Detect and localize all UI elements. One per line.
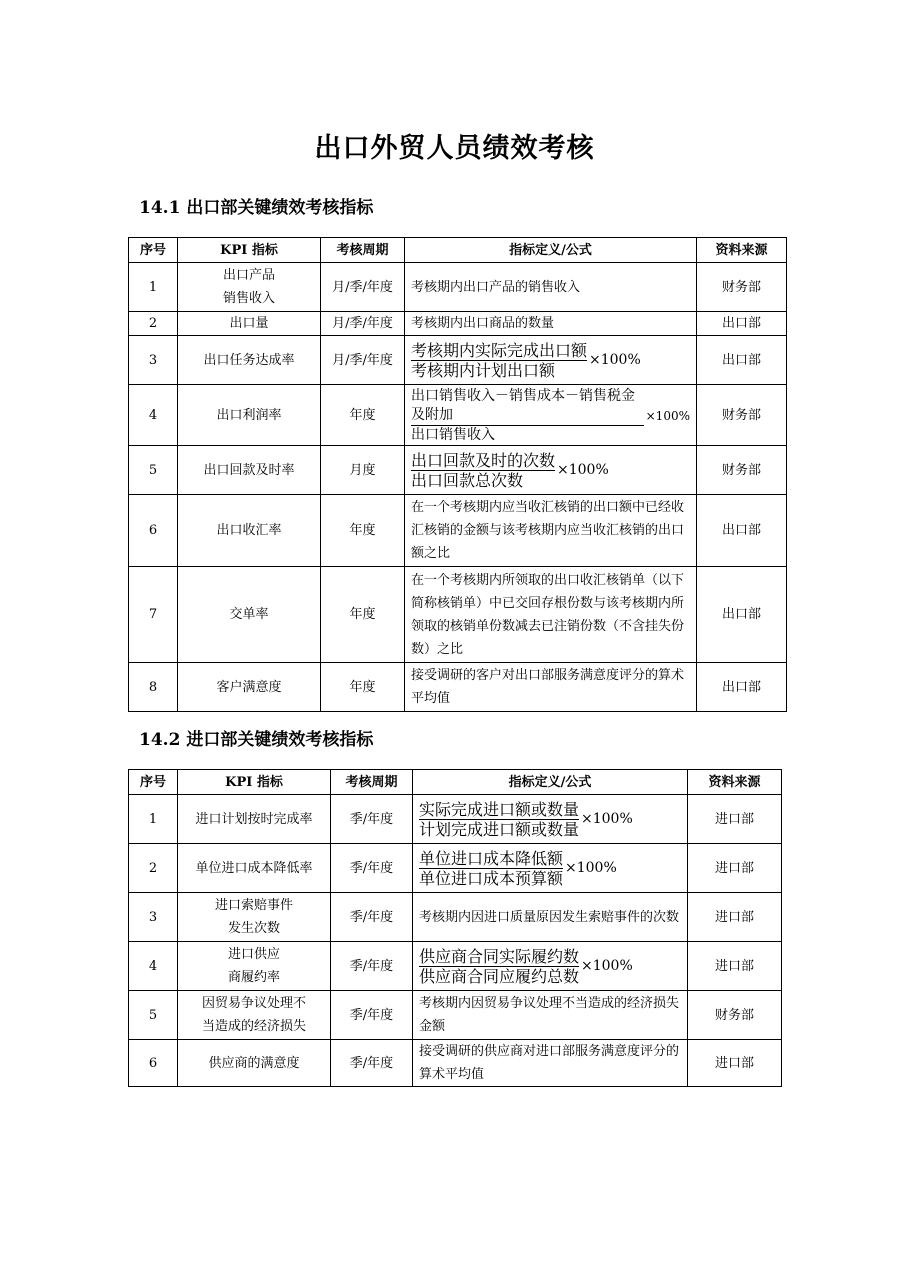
row-definition: 考核期内因贸易争议处理不当造成的经济损失金额 bbox=[413, 991, 688, 1040]
formula-multiplier: ×100% bbox=[645, 408, 690, 423]
page-title: 出口外贸人员绩效考核 bbox=[314, 133, 595, 164]
table-row bbox=[129, 795, 782, 844]
table-row bbox=[129, 893, 782, 942]
col-header-cycle: 考核周期 bbox=[331, 770, 413, 795]
row-no: 8 bbox=[129, 663, 178, 712]
row-source: 进口部 bbox=[688, 795, 782, 844]
kpi-line: 销售收入 bbox=[222, 291, 275, 306]
row-no: 6 bbox=[129, 1040, 178, 1087]
row-cycle: 月/季/年度 bbox=[321, 263, 405, 312]
row-definition: 接受调研的客户对出口部服务满意度评分的算术平均值 bbox=[405, 663, 697, 712]
col-header-cycle: 考核周期 bbox=[321, 238, 405, 263]
row-no: 5 bbox=[129, 446, 178, 495]
import-kpi-table bbox=[128, 769, 782, 1087]
kpi-line: 发生次数 bbox=[227, 921, 280, 936]
row-no: 2 bbox=[129, 312, 178, 336]
row-cycle: 季/年度 bbox=[331, 893, 413, 942]
formula-denominator: 出口销售收入 bbox=[411, 427, 495, 443]
row-cycle: 年度 bbox=[321, 495, 405, 567]
formula-fraction bbox=[419, 849, 617, 888]
row-no: 1 bbox=[129, 795, 178, 844]
formula-denominator: 单位进口成本预算额 bbox=[419, 868, 564, 888]
row-cycle: 月/季/年度 bbox=[321, 336, 405, 385]
table-header-row bbox=[129, 238, 787, 263]
row-kpi: 出口量 bbox=[178, 312, 321, 336]
row-kpi: 出口收汇率 bbox=[178, 495, 321, 567]
formula-multiplier: ×100% bbox=[581, 810, 633, 827]
row-cycle: 年度 bbox=[321, 567, 405, 663]
kpi-line: 出口产品 bbox=[222, 268, 275, 283]
row-definition: 考核期内出口产品的销售收入 bbox=[405, 263, 697, 312]
row-source: 出口部 bbox=[697, 567, 787, 663]
row-cycle: 季/年度 bbox=[331, 991, 413, 1040]
row-definition: 在一个考核期内应当收汇核销的出口额中已经收汇核销的金额与该考核期内应当收汇核销的出口额之比 bbox=[405, 495, 697, 567]
row-source: 进口部 bbox=[688, 893, 782, 942]
formula-multiplier: ×100% bbox=[557, 461, 609, 478]
row-kpi bbox=[178, 991, 331, 1040]
formula-numerator: 实际完成进口额或数量 bbox=[419, 799, 580, 819]
kpi-line: 当造成的经济损失 bbox=[201, 1019, 306, 1034]
row-source: 财务部 bbox=[697, 385, 787, 446]
table-row bbox=[129, 942, 782, 991]
col-header-source: 资料来源 bbox=[697, 238, 787, 263]
row-kpi: 单位进口成本降低率 bbox=[178, 844, 331, 893]
formula-fraction bbox=[419, 800, 633, 839]
row-kpi: 出口回款及时率 bbox=[178, 446, 321, 495]
col-header-kpi: KPI 指标 bbox=[178, 770, 331, 795]
table-header-row bbox=[129, 770, 782, 795]
row-definition: 考核期内因进口质量原因发生索赔事件的次数 bbox=[413, 893, 688, 942]
row-no: 1 bbox=[129, 263, 178, 312]
kpi-line: 因贸易争议处理不 bbox=[201, 996, 306, 1011]
row-cycle: 季/年度 bbox=[331, 942, 413, 991]
formula-fraction bbox=[411, 341, 641, 380]
formula-numerator: 考核期内实际完成出口额 bbox=[411, 340, 588, 360]
row-source: 进口部 bbox=[688, 844, 782, 893]
formula-denominator: 考核期内计划出口额 bbox=[411, 360, 556, 380]
col-header-no: 序号 bbox=[129, 238, 178, 263]
row-cycle: 月/季/年度 bbox=[321, 312, 405, 336]
kpi-line: 进口供应 bbox=[227, 947, 280, 962]
row-cycle: 季/年度 bbox=[331, 795, 413, 844]
row-kpi: 进口计划按时完成率 bbox=[178, 795, 331, 844]
table-row bbox=[129, 1040, 782, 1087]
table-row bbox=[129, 385, 787, 446]
formula-fraction bbox=[411, 387, 690, 445]
row-kpi bbox=[178, 942, 331, 991]
formula-fraction bbox=[411, 451, 609, 490]
row-formula bbox=[413, 844, 688, 893]
row-source: 财务部 bbox=[697, 263, 787, 312]
row-no: 4 bbox=[129, 385, 178, 446]
row-formula bbox=[405, 336, 697, 385]
row-kpi: 出口任务达成率 bbox=[178, 336, 321, 385]
row-definition: 接受调研的供应商对进口部服务满意度评分的算术平均值 bbox=[413, 1040, 688, 1087]
row-kpi: 供应商的满意度 bbox=[178, 1040, 331, 1087]
col-header-definition: 指标定义/公式 bbox=[405, 238, 697, 263]
row-source: 出口部 bbox=[697, 663, 787, 712]
row-source: 出口部 bbox=[697, 312, 787, 336]
row-formula bbox=[405, 446, 697, 495]
section-heading-export: 14.1 出口部关键绩效考核指标 bbox=[139, 198, 374, 218]
row-no: 5 bbox=[129, 991, 178, 1040]
row-no: 7 bbox=[129, 567, 178, 663]
row-no: 6 bbox=[129, 495, 178, 567]
row-formula bbox=[405, 385, 697, 446]
row-source: 进口部 bbox=[688, 1040, 782, 1087]
col-header-kpi: KPI 指标 bbox=[178, 238, 321, 263]
row-cycle: 年度 bbox=[321, 663, 405, 712]
row-definition: 考核期内出口商品的数量 bbox=[405, 312, 697, 336]
formula-denominator: 出口回款总次数 bbox=[411, 470, 524, 490]
table-row bbox=[129, 446, 787, 495]
formula-denominator: 计划完成进口额或数量 bbox=[419, 819, 580, 839]
formula-denominator: 供应商合同应履约总数 bbox=[419, 966, 580, 986]
row-kpi bbox=[178, 893, 331, 942]
formula-numerator: 出口销售收入－销售成本－销售税金及附加 bbox=[411, 387, 644, 426]
row-cycle: 年度 bbox=[321, 385, 405, 446]
kpi-line: 商履约率 bbox=[227, 970, 280, 985]
row-formula bbox=[413, 795, 688, 844]
row-source: 财务部 bbox=[697, 446, 787, 495]
col-header-no: 序号 bbox=[129, 770, 178, 795]
row-source: 财务部 bbox=[688, 991, 782, 1040]
table-row bbox=[129, 567, 787, 663]
row-no: 4 bbox=[129, 942, 178, 991]
table-row bbox=[129, 844, 782, 893]
col-header-definition: 指标定义/公式 bbox=[413, 770, 688, 795]
row-source: 出口部 bbox=[697, 495, 787, 567]
table-row bbox=[129, 663, 787, 712]
export-kpi-table bbox=[128, 237, 787, 712]
formula-multiplier: ×100% bbox=[581, 957, 633, 974]
row-cycle: 季/年度 bbox=[331, 1040, 413, 1087]
formula-numerator: 出口回款及时的次数 bbox=[411, 450, 556, 470]
table-row bbox=[129, 263, 787, 312]
formula-multiplier: ×100% bbox=[589, 351, 641, 368]
row-source: 进口部 bbox=[688, 942, 782, 991]
row-no: 3 bbox=[129, 893, 178, 942]
formula-multiplier: ×100% bbox=[565, 859, 617, 876]
table-row bbox=[129, 991, 782, 1040]
row-cycle: 月度 bbox=[321, 446, 405, 495]
row-no: 3 bbox=[129, 336, 178, 385]
row-formula bbox=[413, 942, 688, 991]
row-kpi bbox=[178, 263, 321, 312]
row-definition: 在一个考核期内所领取的出口收汇核销单（以下简称核销单）中已交回存根份数与该考核期内所领取的核销单份数减去已注销份数（不含挂失份数）之比 bbox=[405, 567, 697, 663]
table-row bbox=[129, 336, 787, 385]
section-heading-import: 14.2 进口部关键绩效考核指标 bbox=[139, 730, 374, 750]
row-cycle: 季/年度 bbox=[331, 844, 413, 893]
formula-numerator: 单位进口成本降低额 bbox=[419, 848, 564, 868]
row-no: 2 bbox=[129, 844, 178, 893]
row-kpi: 交单率 bbox=[178, 567, 321, 663]
col-header-source: 资料来源 bbox=[688, 770, 782, 795]
row-source: 出口部 bbox=[697, 336, 787, 385]
row-kpi: 客户满意度 bbox=[178, 663, 321, 712]
kpi-line: 进口索赔事件 bbox=[214, 898, 293, 913]
table-row bbox=[129, 312, 787, 336]
table-row bbox=[129, 495, 787, 567]
formula-numerator: 供应商合同实际履约数 bbox=[419, 946, 580, 966]
formula-fraction bbox=[419, 947, 633, 986]
row-kpi: 出口利润率 bbox=[178, 385, 321, 446]
